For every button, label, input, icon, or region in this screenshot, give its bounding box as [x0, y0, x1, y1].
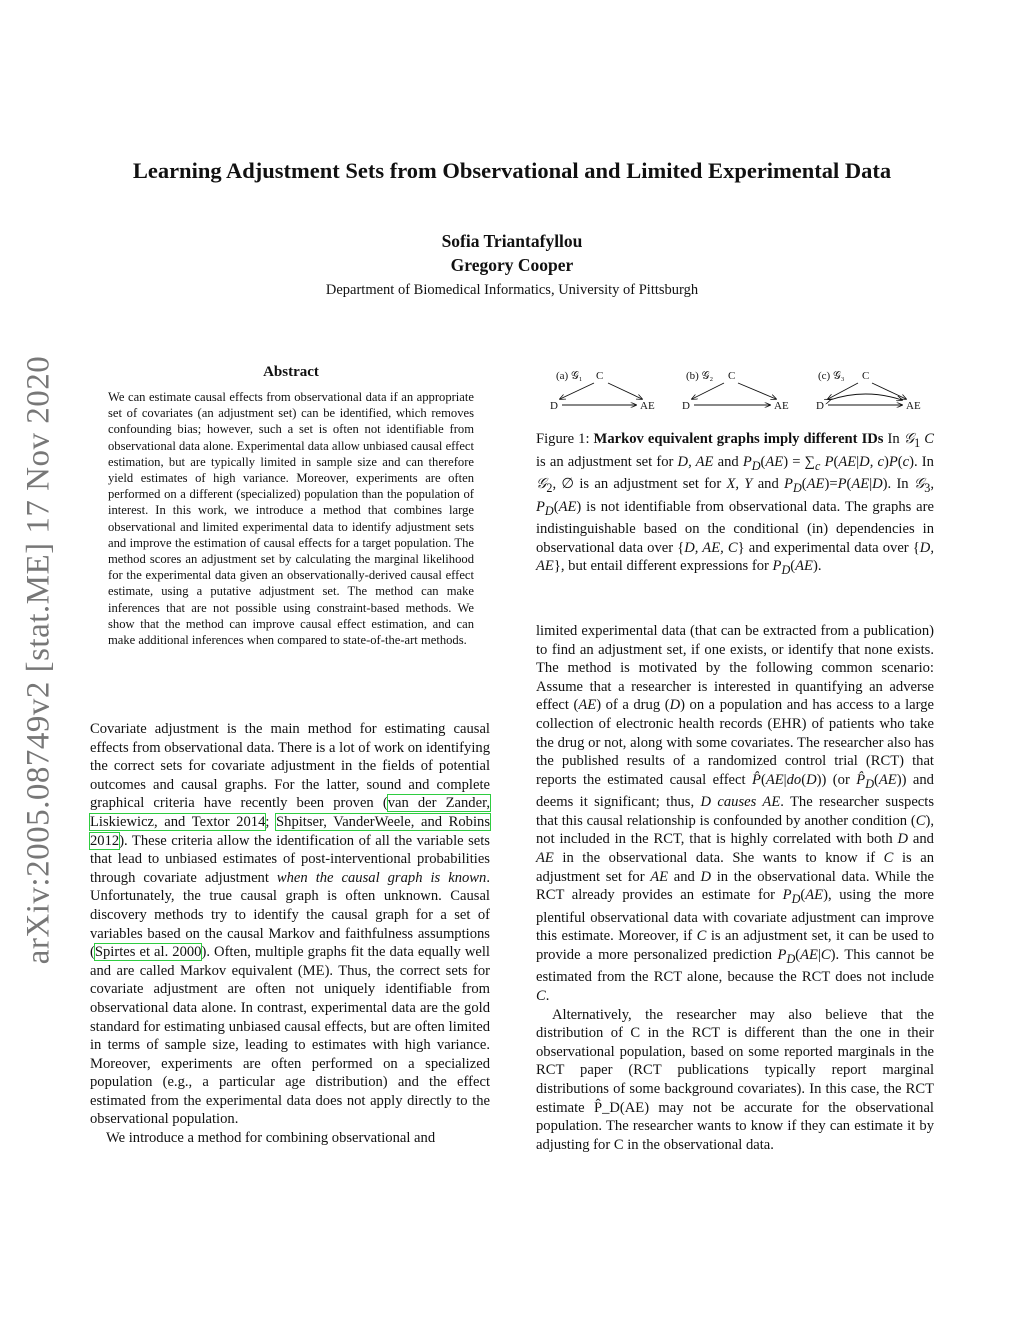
- paragraph: limited experimental data (that can be extracted from a publication) to find an adjustment set, if one exists, or identify that none exists. The method is motivated by the following common scenario: Assume that a researcher is interested in quantifying an adverse effect (AE) of a drug (D) on a population and has access to a large collection of electronic health records (EHR) of patients who take the drug or not, along with some covariates. The researcher also has the published results of a randomized control trial (RCT) that reports the estimated causal effect P̂(AE|do(D)) (or $P̂_D(AE)$) and deems it significant; thus, D causes AE. The researcher suspects that this causal relationship is confounded by another condition (C), not included in the RCT, that is highly correlated with both D and AE in the observational data. She wants to know if C is an adjustment set for AE and D in the observational data. While the RCT already provides an estimate for $P_D(AE)$, using the more plentiful observational data with covariate adjustment can improve this estimate. Moreover, if C is an adjustment set, it can be used to provide a more personalized prediction $P_D(AE|C)$. This cannot be estimated from the RCT alone, because the RCT does not include C.: [536, 623, 935, 1004]
- arxiv-id: arXiv:2005.08749v2 [stat.ME] 17 Nov 2020: [20, 355, 57, 965]
- citation-link[interactable]: Spirtes et al. 2000: [94, 944, 202, 961]
- graph-panel-b: [682, 370, 789, 412]
- author-name: Gregory Cooper: [450, 255, 574, 275]
- abstract-heading: Abstract: [263, 364, 319, 380]
- node-ae: AE: [906, 400, 921, 412]
- figure-1-graphs: [536, 362, 936, 418]
- caption-title: Markov equivalent graphs imply different IDs: [593, 431, 884, 447]
- node-d: D: [816, 400, 824, 412]
- paragraph: We introduce a method for combining observational and: [106, 1130, 436, 1147]
- abstract-text: We can estimate causal effects from observational data if an appropriate set of covariates (an adjustment set) can be identified, which removes confounding bias; however, such a set is often not identifiable from observational data alone. Experimental data allow unbiased causal effect estimation, but are typically limited in sample size and can therefore yield estimates of high variance. Moreover, experiments are often performed on a different (specialized) population than the population of interest. In this work, we introduce a method that combines large observational and limited experimental data to identify adjustment sets and improve the estimation of causal effects for a target population. The method scores an adjustment set by calculating the marginal likelihood for the experimental data given an observationally-derived causal effect estimate, using a putative adjustment set. The method can make inferences that are not possible using constraint-based methods. We show that the method can improve causal effect estimation, and can make additional inferences when compared to state-of-the-art methods.: [108, 390, 474, 648]
- figure-caption: Figure 1: Markov equivalent graphs imply different IDs In 𝒢$_1$ C is an adjustment set for D, AE and $P_D(AE) = \sum_c$ P(AE|D, c)P(c). In 𝒢$_2$, ∅ is an adjustment set for X, Y and $P_D(AE)=P(AE|D)$. In 𝒢$_3$, $P_D(AE)$ is not identifiable from observational data. The graphs are indistinguishable based on the conditional (in) dependencies in observational data over {D, AE, C} and experimental data over {D, AE}, but entail different expressions for $P_D(AE)$.: [536, 431, 935, 578]
- citation-link[interactable]: van der Zander, Liskiewicz, and Textor 2014: [90, 795, 490, 830]
- panel-label: (c) 𝒢₃: [818, 370, 845, 382]
- paper-title: Learning Adjustment Sets from Observational and Limited Experimental Data: [132, 158, 892, 183]
- panel-label: (b) 𝒢₂: [686, 370, 714, 382]
- node-ae: AE: [640, 400, 655, 412]
- caption-label: Figure 1:: [536, 431, 594, 447]
- right-column: [536, 622, 934, 1154]
- panel-label: (a) 𝒢₁: [556, 370, 583, 382]
- graph-panel-a: [550, 370, 655, 412]
- node-d: D: [682, 400, 690, 412]
- left-column: [90, 720, 490, 1148]
- citation-link[interactable]: Shpitser, VanderWeele, and Robins 2012: [90, 813, 491, 849]
- node-c: C: [728, 370, 736, 382]
- node-ae: AE: [774, 400, 789, 412]
- affiliation: Department of Biomedical Informatics, University of Pittsburgh: [325, 282, 699, 298]
- node-c: C: [596, 370, 604, 382]
- node-c: C: [862, 370, 870, 382]
- author-name: Sofia Triantafyllou: [441, 231, 583, 251]
- arxiv-sidebar: [14, 340, 64, 980]
- paragraph: Covariate adjustment is the main method for estimating causal effects from observational data. There is a lot of work on identifying the correct sets for covariate adjustment in the fields of potential outcomes and causal graphs. For the latter, sound and complete graphical criteria have recently been proven (van der Zander, Liskiewicz, and Textor 2014; Shpitser, VanderWeele, and Robins 2012). These criteria allow the identification of all the variable sets that lead to unbiased estimates of post-interventional probabilities through covariate adjustment when the causal graph is known. Unfortunately, the true causal graph is often unknown. Causal discovery methods try to identify the causal graph for a set of variables based on the causal Markov and faithfulness assumptions (Spirtes et al. 2000). Often, multiple graphs fit the data equally well and are called Markov equivalent (ME). Thus, the correct sets for covariate adjustment are often not uniquely identifiable from observational data alone. In contrast, experimental data are the gold standard for estimating unbiased causal effects, but are often limited in terms of sample size, leading to estimates with high variance. Moreover, experiments are often performed on a specialized population (e.g., a particular age distribution) and the effect estimated from the experimental data does not apply directly to the observational population.: [90, 721, 491, 1128]
- graph-panel-c: [816, 370, 921, 412]
- paragraph: Alternatively, the researcher may also believe that the distribution of C in the RCT is different than the one in their observational population, based on some reported marginals in the RCT paper (RCT publications typically report marginal distributions of some background covariates). In this case, the RCT estimate P̂_D(AE) may not be accurate for the observational population. The researcher wants to know if they can estimate it by adjusting for C in the observational data.: [536, 1006, 934, 1153]
- node-d: D: [550, 400, 558, 412]
